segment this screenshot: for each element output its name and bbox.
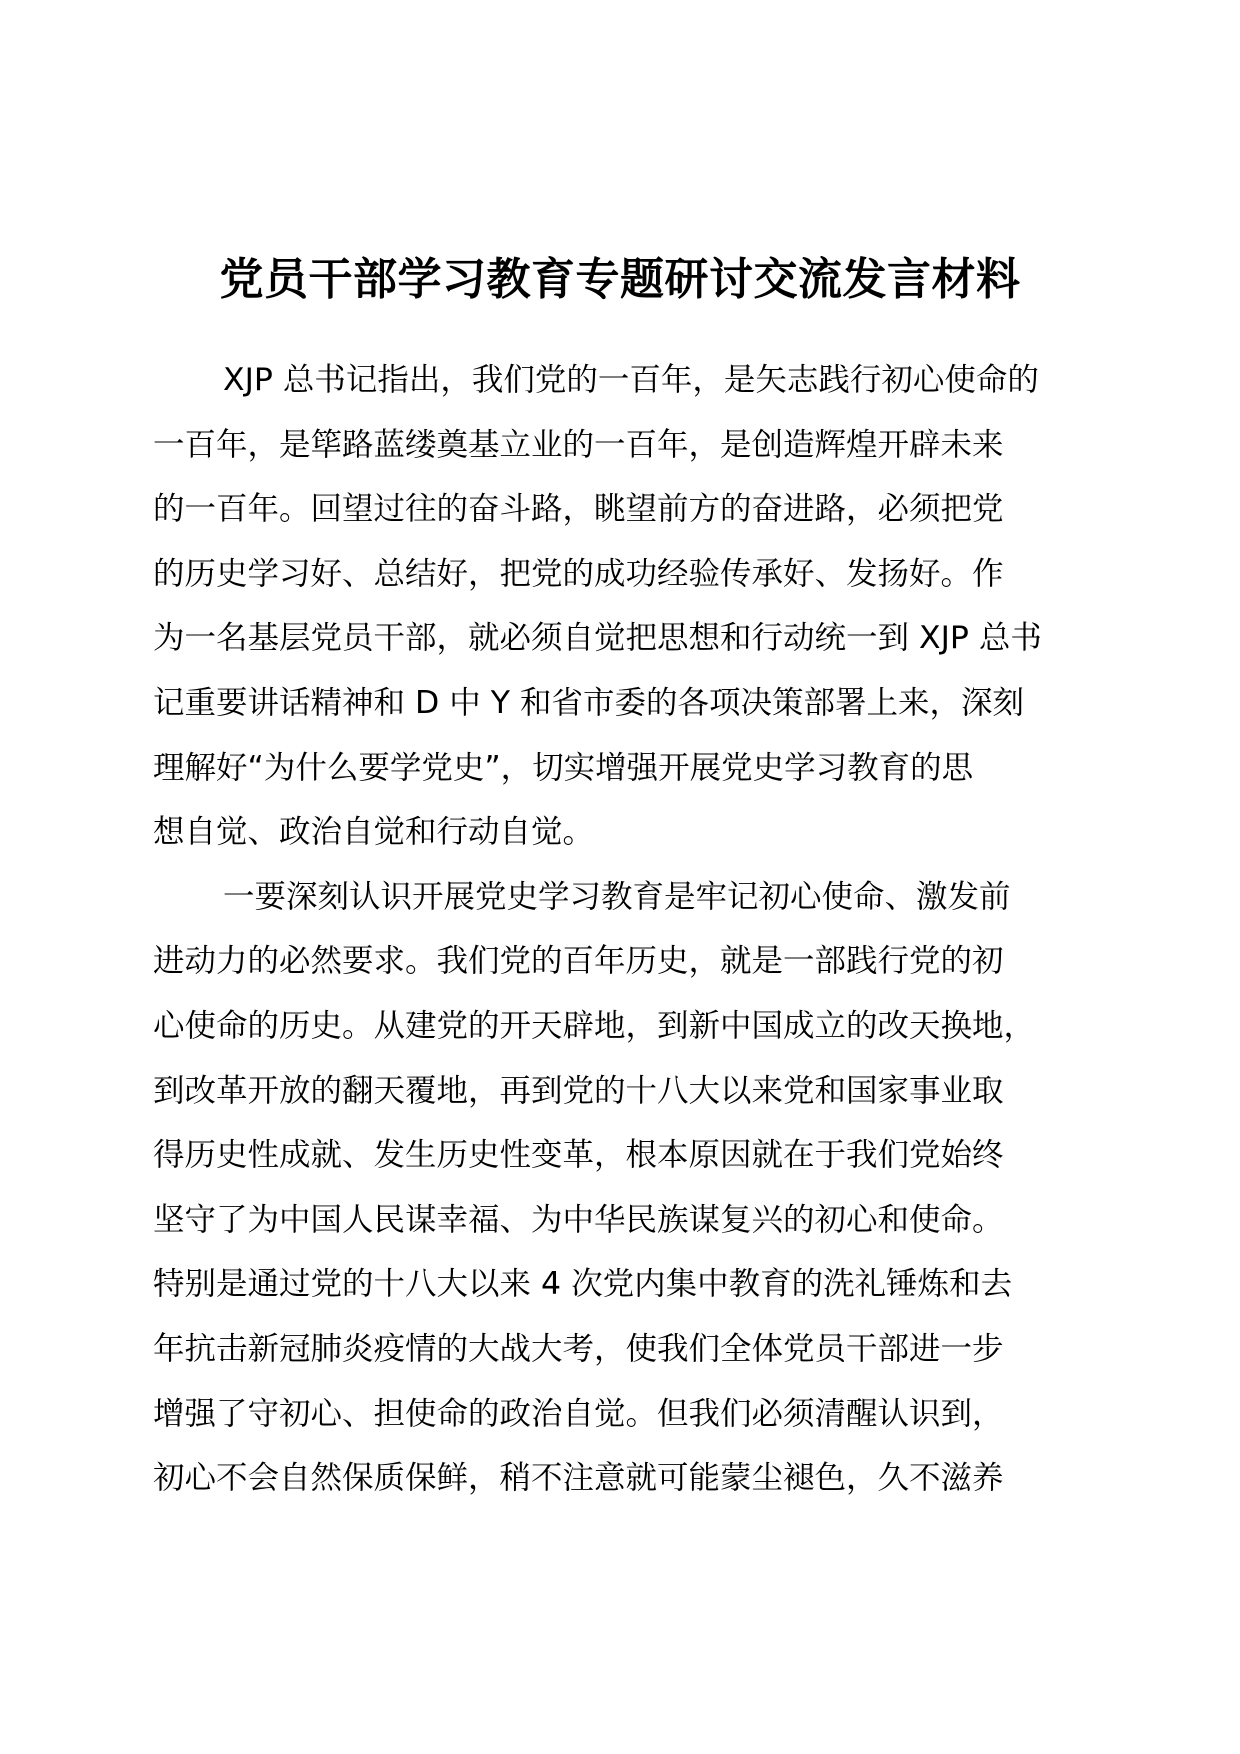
- text-line: 初心不会自然保质保鲜，稍不注意就可能蒙尘褪色，久不滋养: [153, 1460, 1004, 1497]
- text-line: 增强了守初心、担使命的政治自觉。但我们必须清醒认识到，: [153, 1395, 1004, 1432]
- text-line: 想自觉、政治自觉和行动自觉。: [153, 814, 595, 851]
- text-line: 记重要讲话精神和 D 中 Y 和省市委的各项决策部署上来，深刻: [153, 684, 1025, 721]
- text-line: XJP 总书记指出，我们党的一百年，是矢志践行初心使命的: [223, 362, 1039, 398]
- text-line: 坚守了为中国人民谋幸福、为中华民族谋复兴的初心和使命。: [153, 1201, 1004, 1238]
- text-line: 进动力的必然要求。我们党的百年历史，就是一部践行党的初: [153, 943, 1004, 980]
- text-line: 得历史性成就、发生历史性变革，根本原因就在于我们党始终: [153, 1137, 1004, 1174]
- text-line: 心使命的历史。从建党的开天辟地，到新中国成立的改天换地，: [153, 1007, 1036, 1044]
- text-line: 年抗击新冠肺炎疫情的大战大考，使我们全体党员干部进一步: [153, 1330, 1004, 1367]
- text-line: 的历史学习好、总结好，把党的成功经验传承好、发扬好。作: [153, 555, 1004, 592]
- text-line: 的一百年。回望过往的奋斗路，眺望前方的奋进路，必须把党: [153, 491, 1004, 528]
- text-line: 为一名基层党员干部，就必须自觉把思想和行动统一到 XJP 总书: [153, 620, 1042, 657]
- text-line: 特别是通过党的十八大以来 4 次党内集中教育的洗礼锤炼和去: [153, 1266, 1013, 1303]
- text-line: 理解好“为什么要学党史”，切实增强开展党史学习教育的思: [153, 749, 974, 786]
- document-body: [153, 348, 1098, 1511]
- text-line: 一百年，是筚路蓝缕奠基立业的一百年，是创造辉煌开辟未来: [153, 426, 1004, 463]
- text-line: 一要深刻认识开展党史学习教育是牢记初心使命、激发前: [223, 878, 1011, 915]
- paragraph-1: [153, 348, 1098, 865]
- document-title: 党员干部学习教育专题研讨交流发言材料: [219, 254, 1021, 305]
- paragraph-2: [153, 865, 1098, 1511]
- text-line: 到改革开放的翻天覆地，再到党的十八大以来党和国家事业取: [153, 1072, 1004, 1109]
